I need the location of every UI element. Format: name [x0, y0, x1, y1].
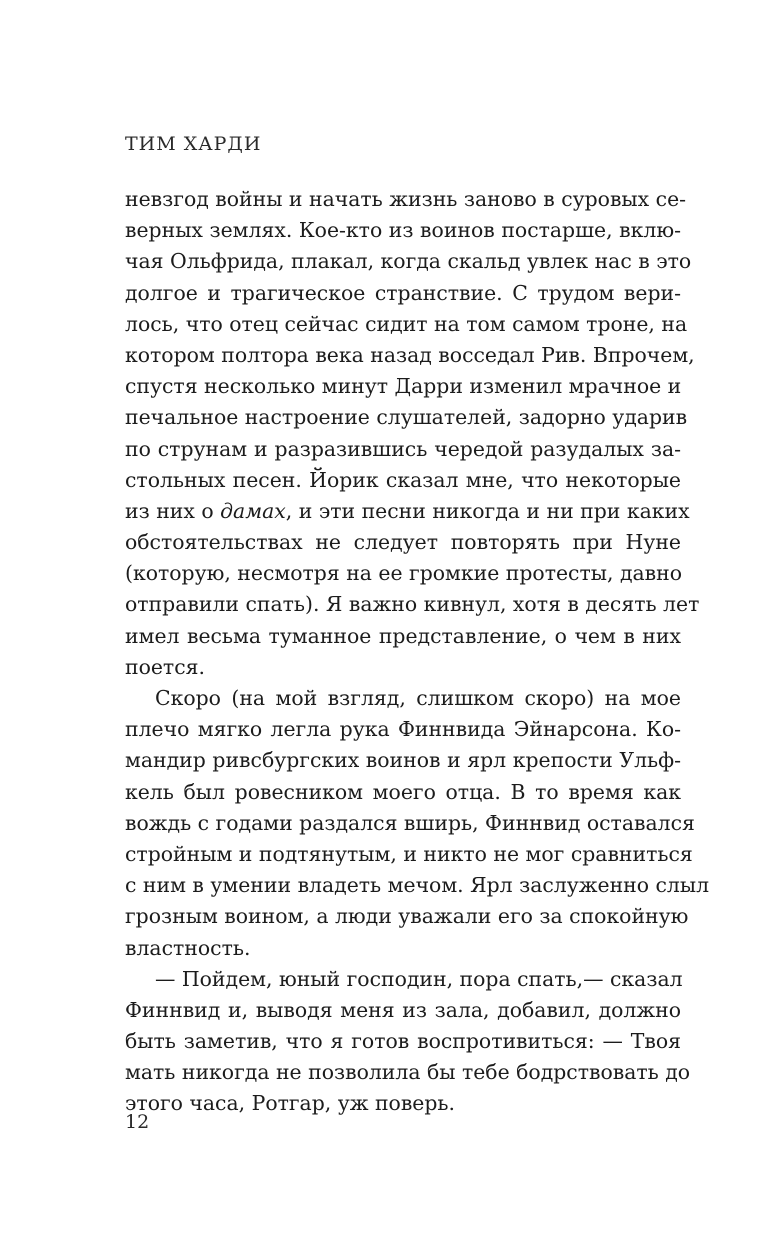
text-line: Финнвид и, выводя меня из зала, добавил, должно	[125, 997, 681, 1022]
text-line: долгое и трагическое странствие. С трудом вери-	[125, 280, 681, 305]
text-line-with-emphasis	[125, 496, 690, 527]
text-line: властность.	[125, 935, 251, 960]
text-segment: , и эти песни никогда и ни при каких	[285, 498, 690, 523]
text-line: этого часа, Ротгар, уж поверь.	[125, 1091, 456, 1116]
text-line: (которую, несмотря на ее громкие протесты, давно	[125, 561, 683, 586]
text-line: Скоро (на мой взгляд, слишком скоро) на мое	[155, 686, 681, 710]
text-line: по струнам и разразившись чередой разудалых за-	[125, 436, 681, 461]
text-line: быть заметив, что я готов воспротивиться: — Твоя	[125, 1029, 681, 1054]
text-line: имел весьма туманное представление, о чем в них	[125, 623, 681, 648]
text-line: — Пойдем, юный господин, пора спать,— сказал	[155, 966, 683, 991]
text-line: стройным и подтянутым, и никто не мог сравниться	[125, 841, 693, 866]
text-line: кель был ровесником моего отца. В то время как	[125, 779, 681, 804]
text-line: чая Ольфрида, плакал, когда скальд увлек нас в это	[125, 249, 692, 274]
text-segment: из них о	[125, 498, 221, 523]
text-line: котором полтора века назад восседал Рив. Впрочем,	[125, 342, 695, 367]
body-text	[125, 184, 710, 1120]
text-line: печальное настроение слушателей, задорно ударив	[125, 405, 688, 430]
text-line: плечо мягко легла рука Финнвида Эйнарсона. Ко-	[125, 717, 681, 742]
text-line: верных землях. Кое-кто из воинов постарше, вклю-	[125, 218, 681, 243]
text-line: мать никогда не позволила бы тебе бодрствовать до	[125, 1060, 691, 1085]
text-line: обстоятельствах не следует повторять при Нуне	[125, 530, 681, 555]
emphasized-word: дамах	[220, 498, 286, 523]
running-head: ТИМ ХАРДИ	[125, 133, 262, 155]
text-line: невзгод войны и начать жизнь заново в суровых се-	[125, 187, 687, 211]
text-line: поется.	[125, 654, 205, 679]
text-line: мандир ривсбургских воинов и ярл крепости Ульф-	[125, 748, 681, 773]
text-line: стольных песен. Йорик сказал мне, что некоторые	[125, 467, 681, 492]
text-line: спустя несколько минут Дарри изменил мрачное и	[125, 374, 682, 399]
text-line: с ним в умении владеть мечом. Ярл заслуженно слыл	[125, 873, 710, 898]
text-line: лось, что отец сейчас сидит на том самом троне, на	[125, 311, 688, 336]
text-line: грозным воином, а люди уважали его за спокойную	[125, 904, 689, 929]
text-line: отправили спать). Я важно кивнул, хотя в десять лет	[125, 592, 700, 617]
text-line: вождь с годами раздался вширь, Финнвид оставался	[125, 810, 695, 835]
page-number: 12	[125, 1111, 150, 1133]
